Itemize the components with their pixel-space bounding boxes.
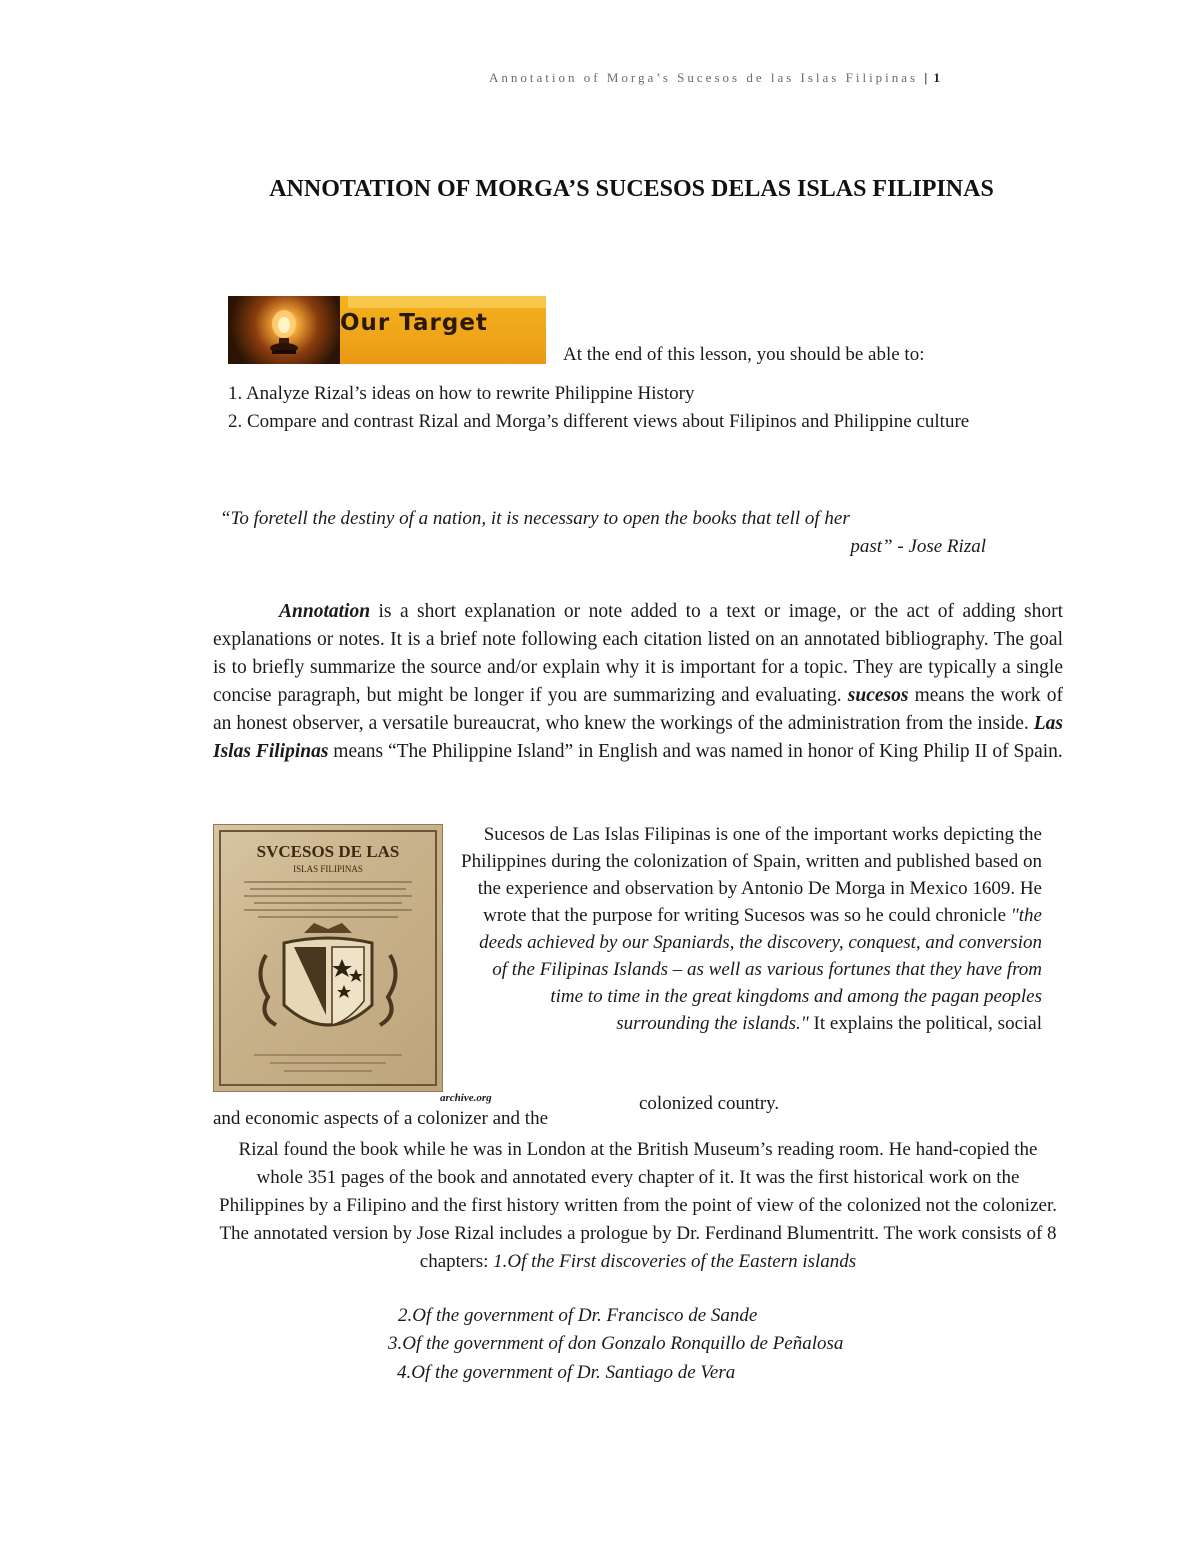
banner-label: Our Target xyxy=(340,310,488,336)
banner-stripe xyxy=(348,296,546,308)
chapter-item: 3.Of the government of don Gonzalo Ronquillo de Peñalosa xyxy=(388,1333,844,1354)
objective-item: 2. Compare and contrast Rizal and Morga’s different views about Filipinos and Philippine culture xyxy=(228,411,970,432)
our-target-banner xyxy=(228,296,546,364)
paragraph-text: means “The Philippine Island” in English and was named in honor of King Philip II of Spain. xyxy=(328,741,1063,762)
intro-text: At the end of this lesson, you should be able to: xyxy=(563,344,925,365)
description-text: Sucesos de Las Islas Filipinas is one of the important works depicting the Philippines during the colonization of Spain, written and published based on the experience and observation by Antonio De Morga in Mexico 1609. He wrote that the purpose for writing Sucesos was so he could chronicle xyxy=(461,824,1042,926)
oil-lamp-image xyxy=(228,296,340,364)
paragraph-text: means the work of an honest observer, a versatile bureaucrat, who knew the workings of the administration from the inside. xyxy=(213,685,1063,734)
morga-quote: "the deeds achieved by our Spaniards, the discovery, conquest, and conversion of the Filipinas Islands – as well as various fortunes that they have from time to time in the great kingdoms and among the pagan peoples surrounding the islands." xyxy=(479,905,1042,1034)
rizal-quote-line1: “To foretell the destiny of a nation, it is necessary to open the books that tell of her xyxy=(220,508,850,529)
image-credit: archive.org xyxy=(440,1092,492,1104)
document-title: ANNOTATION OF MORGA’S SUCESOS DELAS ISLAS FILIPINAS xyxy=(269,176,994,202)
term-annotation: Annotation xyxy=(279,601,371,622)
sucesos-book-cover-image xyxy=(213,824,443,1092)
description-continuation: and economic aspects of a colonizer and the xyxy=(213,1108,548,1129)
cover-title-line2: ISLAS FILIPINAS xyxy=(293,864,363,874)
page-number: 1 xyxy=(933,70,940,85)
book-cover-illustration xyxy=(214,825,442,1091)
chapter-item: 2.Of the government of Dr. Francisco de Sande xyxy=(398,1305,758,1326)
term-las-islas-filipinas: Las Islas Filipinas xyxy=(213,713,1063,762)
running-header xyxy=(380,70,940,86)
objective-item: 1. Analyze Rizal’s ideas on how to rewrite Philippine History xyxy=(228,383,695,404)
chapter-item: 4.Of the government of Dr. Santiago de Vera xyxy=(397,1362,736,1383)
objectives-list xyxy=(228,380,988,436)
annotation-definition-paragraph xyxy=(213,598,1063,766)
sucesos-description xyxy=(460,821,1042,1037)
description-text: It explains the political, social xyxy=(808,1013,1042,1034)
running-title: Annotation of Morga’s Sucesos de las Islas Filipinas xyxy=(489,70,919,85)
paragraph-text: Rizal found the book while he was in London at the British Museum’s reading room. He hand-copied the whole 351 pages of the book and annotated every chapter of it. It was the first historical work on the Philippines by a Filipino and the first history written from the point of view of the colonized not the colonizer. The annotated version by Jose Rizal includes a prologue by Dr. Ferdinand Blumentritt. The work consists of 8 chapters: xyxy=(219,1139,1057,1272)
term-sucesos: sucesos xyxy=(847,685,909,706)
rizal-annotation-paragraph xyxy=(213,1136,1063,1276)
description-continuation: colonized country. xyxy=(639,1093,780,1114)
paragraph-text: is a short explanation or note added to a text or image, or the act of adding short explanations or notes. It is a brief note following each citation listed on an annotated bibliography. The goal is to briefly summarize the source and/or explain why it is important for a topic. They are typically a single concise paragraph, but might be longer if you are summarizing and evaluating. xyxy=(213,601,1063,706)
rizal-quote-line2: past” - Jose Rizal xyxy=(850,536,986,557)
chapter-item: 1.Of the First discoveries of the Eastern islands xyxy=(493,1251,857,1272)
header-separator: | xyxy=(924,70,928,85)
lamp-icon xyxy=(262,304,306,360)
cover-title-line1: SVCESOS DE LAS xyxy=(256,842,400,861)
